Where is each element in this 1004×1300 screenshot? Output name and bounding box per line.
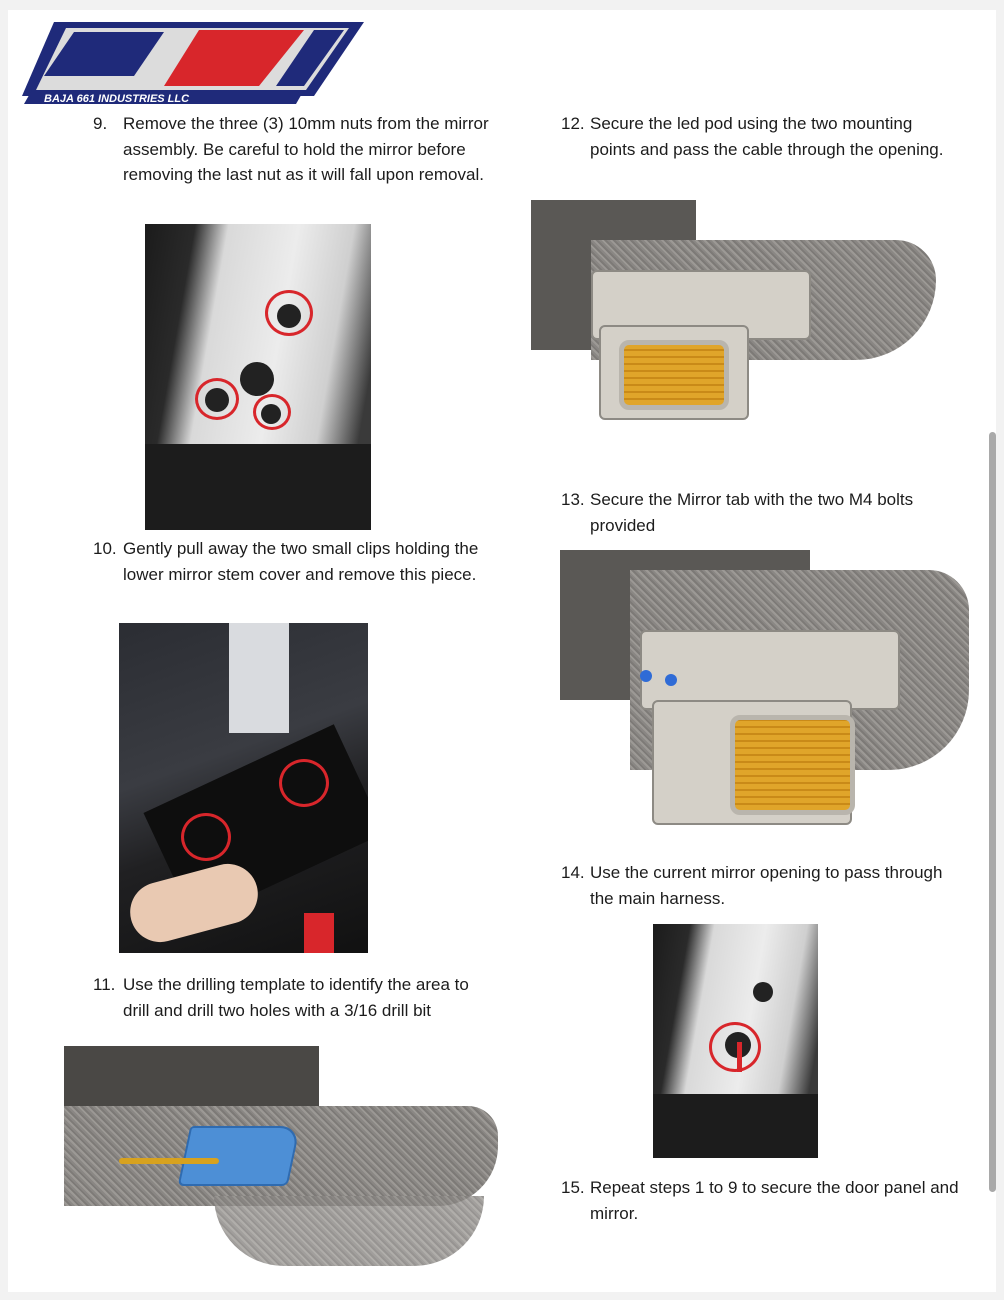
step-text: Secure the Mirror tab with the two M4 bolts provided <box>590 490 914 535</box>
step-number: 12. <box>561 114 585 133</box>
step-text: Gently pull away the two small clips holding the lower mirror stem cover and remove this piece. <box>123 539 479 584</box>
step-number: 9. <box>93 114 108 133</box>
mirror-nuts-photo <box>145 224 371 530</box>
mirror-stem-cover-photo <box>119 623 368 953</box>
step-text: Repeat steps 1 to 9 to secure the door panel and mirror. <box>590 1178 959 1223</box>
drilling-template-render <box>64 1046 498 1274</box>
step-text: Use the drilling template to identify the area to drill and drill two holes with a 3/16 drill bit <box>123 975 469 1020</box>
main-harness-photo <box>653 924 818 1158</box>
mirror-tab-bolts-render <box>560 550 969 832</box>
step-text: Secure the led pod using the two mounting points and pass the cable through the opening. <box>590 114 944 159</box>
logo-subtitle: BAJA 661 INDUSTRIES LLC <box>44 93 190 105</box>
step-10 <box>93 536 493 587</box>
step-12 <box>561 111 961 162</box>
step-number: 10. <box>93 539 117 558</box>
step-number: 15. <box>561 1178 585 1197</box>
vertical-scrollbar[interactable] <box>989 432 996 1192</box>
step-number: 11. <box>93 975 116 994</box>
step-number: 13. <box>561 490 585 509</box>
step-number: 14. <box>561 863 585 882</box>
baja-industries-logo <box>14 16 376 110</box>
step-text: Remove the three (3) 10mm nuts from the mirror assembly. Be careful to hold the mirror before removing the last nut as it will fall upon removal. <box>123 114 489 184</box>
step-11 <box>93 972 493 1023</box>
step-13 <box>561 487 961 538</box>
step-text: Use the current mirror opening to pass through the main harness. <box>590 863 943 908</box>
step-9 <box>93 111 493 188</box>
led-pod-mounting-render <box>531 200 936 422</box>
step-14 <box>561 860 961 911</box>
step-15 <box>561 1175 961 1226</box>
